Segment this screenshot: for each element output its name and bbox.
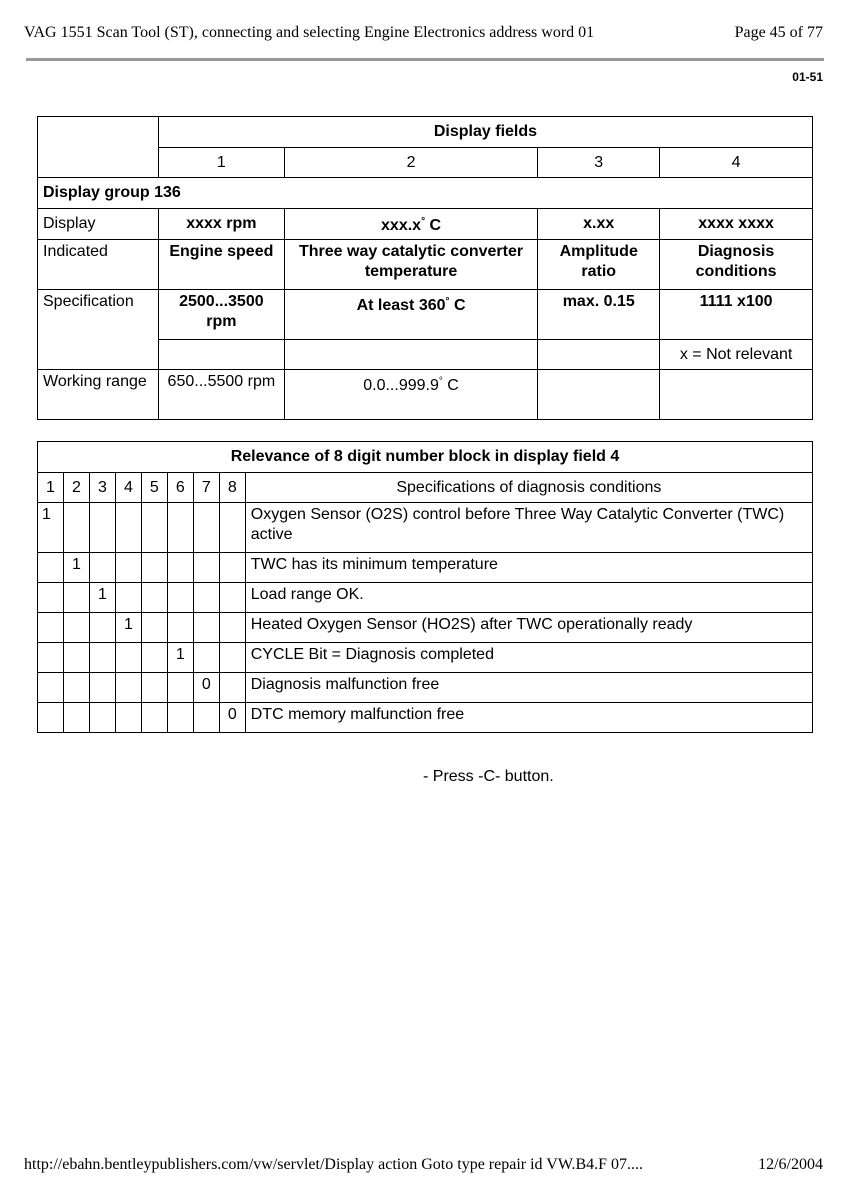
digit-header-1: 1 (38, 473, 64, 503)
table-row (38, 673, 813, 703)
display-fields-table (37, 116, 813, 420)
row-label: Working range (38, 370, 159, 420)
row-label: Display (38, 209, 159, 240)
empty-cell (538, 370, 660, 420)
digit-header-5: 5 (141, 473, 167, 503)
empty-digit-cell (63, 643, 89, 673)
indicated-value-1: Engine speed (158, 240, 284, 290)
empty-digit-cell (193, 703, 219, 733)
empty-digit-cell (219, 643, 245, 673)
page-number: Page 45 of 77 (734, 24, 823, 41)
empty-digit-cell (219, 583, 245, 613)
table-corner-cell (38, 117, 159, 178)
field-number-3: 3 (538, 148, 660, 178)
empty-digit-cell (38, 673, 64, 703)
empty-digit-cell (89, 643, 115, 673)
empty-digit-cell (193, 613, 219, 643)
empty-digit-cell (63, 613, 89, 643)
empty-digit-cell (167, 673, 193, 703)
specification-value-1: 2500...3500 rpm (158, 290, 284, 340)
degree-symbol: ° (445, 296, 450, 307)
empty-digit-cell (115, 703, 141, 733)
table-row (38, 703, 813, 733)
empty-digit-cell (115, 673, 141, 703)
digit-header-7: 7 (193, 473, 219, 503)
field-number-1: 1 (158, 148, 284, 178)
diagnosis-condition-text: DTC memory malfunction free (245, 703, 812, 733)
empty-digit-cell (141, 673, 167, 703)
empty-digit-cell (167, 613, 193, 643)
empty-digit-cell (141, 643, 167, 673)
empty-digit-cell (219, 553, 245, 583)
digit-value-cell: 0 (219, 703, 245, 733)
specification-value-4: 1111 x100 (660, 290, 813, 340)
diagnosis-condition-text: Load range OK. (245, 583, 812, 613)
digit-value-cell: 1 (167, 643, 193, 673)
empty-digit-cell (38, 643, 64, 673)
empty-digit-cell (141, 583, 167, 613)
empty-digit-cell (38, 613, 64, 643)
specifications-header: Specifications of diagnosis conditions (245, 473, 812, 503)
specification-value-3: max. 0.15 (538, 290, 660, 340)
empty-digit-cell (141, 613, 167, 643)
empty-digit-cell (167, 503, 193, 553)
empty-digit-cell (63, 673, 89, 703)
empty-digit-cell (115, 503, 141, 553)
header-divider (26, 58, 824, 61)
empty-digit-cell (141, 503, 167, 553)
empty-digit-cell (193, 643, 219, 673)
degree-symbol: ° (438, 376, 443, 387)
working-range-value-2: 0.0...999.9° C (284, 370, 537, 420)
empty-digit-cell (141, 553, 167, 583)
empty-digit-cell (38, 703, 64, 733)
empty-digit-cell (219, 613, 245, 643)
diagnosis-condition-text: Oxygen Sensor (O2S) control before Three Way Catalytic Converter (TWC) active (245, 503, 812, 553)
diagnosis-condition-text: Heated Oxygen Sensor (HO2S) after TWC operationally ready (245, 613, 812, 643)
indicated-value-2: Three way catalytic converter temperature (284, 240, 537, 290)
empty-digit-cell (63, 503, 89, 553)
table-row (38, 503, 813, 553)
empty-digit-cell (193, 553, 219, 583)
document-title: VAG 1551 Scan Tool (ST), connecting and selecting Engine Electronics address word 01 (24, 24, 595, 41)
empty-digit-cell (63, 583, 89, 613)
display-value-1: xxxx rpm (158, 209, 284, 240)
empty-digit-cell (89, 703, 115, 733)
empty-digit-cell (89, 553, 115, 583)
empty-digit-cell (89, 673, 115, 703)
empty-digit-cell (115, 583, 141, 613)
section-code: 01-51 (792, 70, 823, 84)
diagnosis-condition-text: Diagnosis malfunction free (245, 673, 812, 703)
display-row (38, 209, 813, 240)
footer-date: 12/6/2004 (758, 1156, 823, 1173)
empty-cell (538, 340, 660, 370)
empty-digit-cell (115, 553, 141, 583)
digit-header-2: 2 (63, 473, 89, 503)
empty-digit-cell (38, 583, 64, 613)
specification-value-2: At least 360° C (284, 290, 537, 340)
empty-digit-cell (167, 583, 193, 613)
digit-header-3: 3 (89, 473, 115, 503)
working-range-value-1: 650...5500 rpm (158, 370, 284, 420)
empty-digit-cell (89, 503, 115, 553)
footer-url: http://ebahn.bentleypublishers.com/vw/servlet/Display action Goto type repair id VW.B4.F 07.... (24, 1156, 644, 1173)
digit-header-8: 8 (219, 473, 245, 503)
table-row (38, 583, 813, 613)
digit-value-cell: 1 (38, 503, 64, 553)
row-label: Indicated (38, 240, 159, 290)
empty-cell (660, 370, 813, 420)
empty-digit-cell (193, 503, 219, 553)
empty-digit-cell (89, 613, 115, 643)
empty-digit-cell (167, 703, 193, 733)
digit-header-4: 4 (115, 473, 141, 503)
field-number-4: 4 (660, 148, 813, 178)
diagnosis-condition-text: TWC has its minimum temperature (245, 553, 812, 583)
empty-digit-cell (219, 673, 245, 703)
empty-cell (284, 340, 537, 370)
empty-digit-cell (193, 583, 219, 613)
display-value-2: xxx.x° C (284, 209, 537, 240)
working-range-row (38, 370, 813, 420)
digit-header-row (38, 473, 813, 503)
display-value-4: xxxx xxxx (660, 209, 813, 240)
empty-digit-cell (115, 643, 141, 673)
relevance-table-title: Relevance of 8 digit number block in display field 4 (38, 442, 813, 473)
row-label: Specification (38, 290, 159, 370)
display-group-label: Display group 136 (38, 178, 813, 209)
empty-digit-cell (167, 553, 193, 583)
digit-header-6: 6 (167, 473, 193, 503)
indicated-row (38, 240, 813, 290)
diagnosis-condition-text: CYCLE Bit = Diagnosis completed (245, 643, 812, 673)
empty-digit-cell (63, 703, 89, 733)
empty-digit-cell (219, 503, 245, 553)
indicated-value-4: Diagnosis conditions (660, 240, 813, 290)
display-value-3: x.xx (538, 209, 660, 240)
specification-row (38, 290, 813, 340)
digit-relevance-table (37, 441, 813, 733)
degree-symbol: ° (421, 216, 426, 227)
instruction-note: - Press -C- button. (423, 768, 554, 785)
digit-value-cell: 1 (89, 583, 115, 613)
indicated-value-3: Amplitude ratio (538, 240, 660, 290)
digit-value-cell: 1 (115, 613, 141, 643)
not-relevant-note: x = Not relevant (660, 340, 813, 370)
digit-value-cell: 1 (63, 553, 89, 583)
field-number-2: 2 (284, 148, 537, 178)
table-row (38, 613, 813, 643)
table-row (38, 643, 813, 673)
empty-cell (158, 340, 284, 370)
table-row (38, 553, 813, 583)
display-fields-header: Display fields (158, 117, 812, 148)
empty-digit-cell (141, 703, 167, 733)
empty-digit-cell (38, 553, 64, 583)
digit-value-cell: 0 (193, 673, 219, 703)
